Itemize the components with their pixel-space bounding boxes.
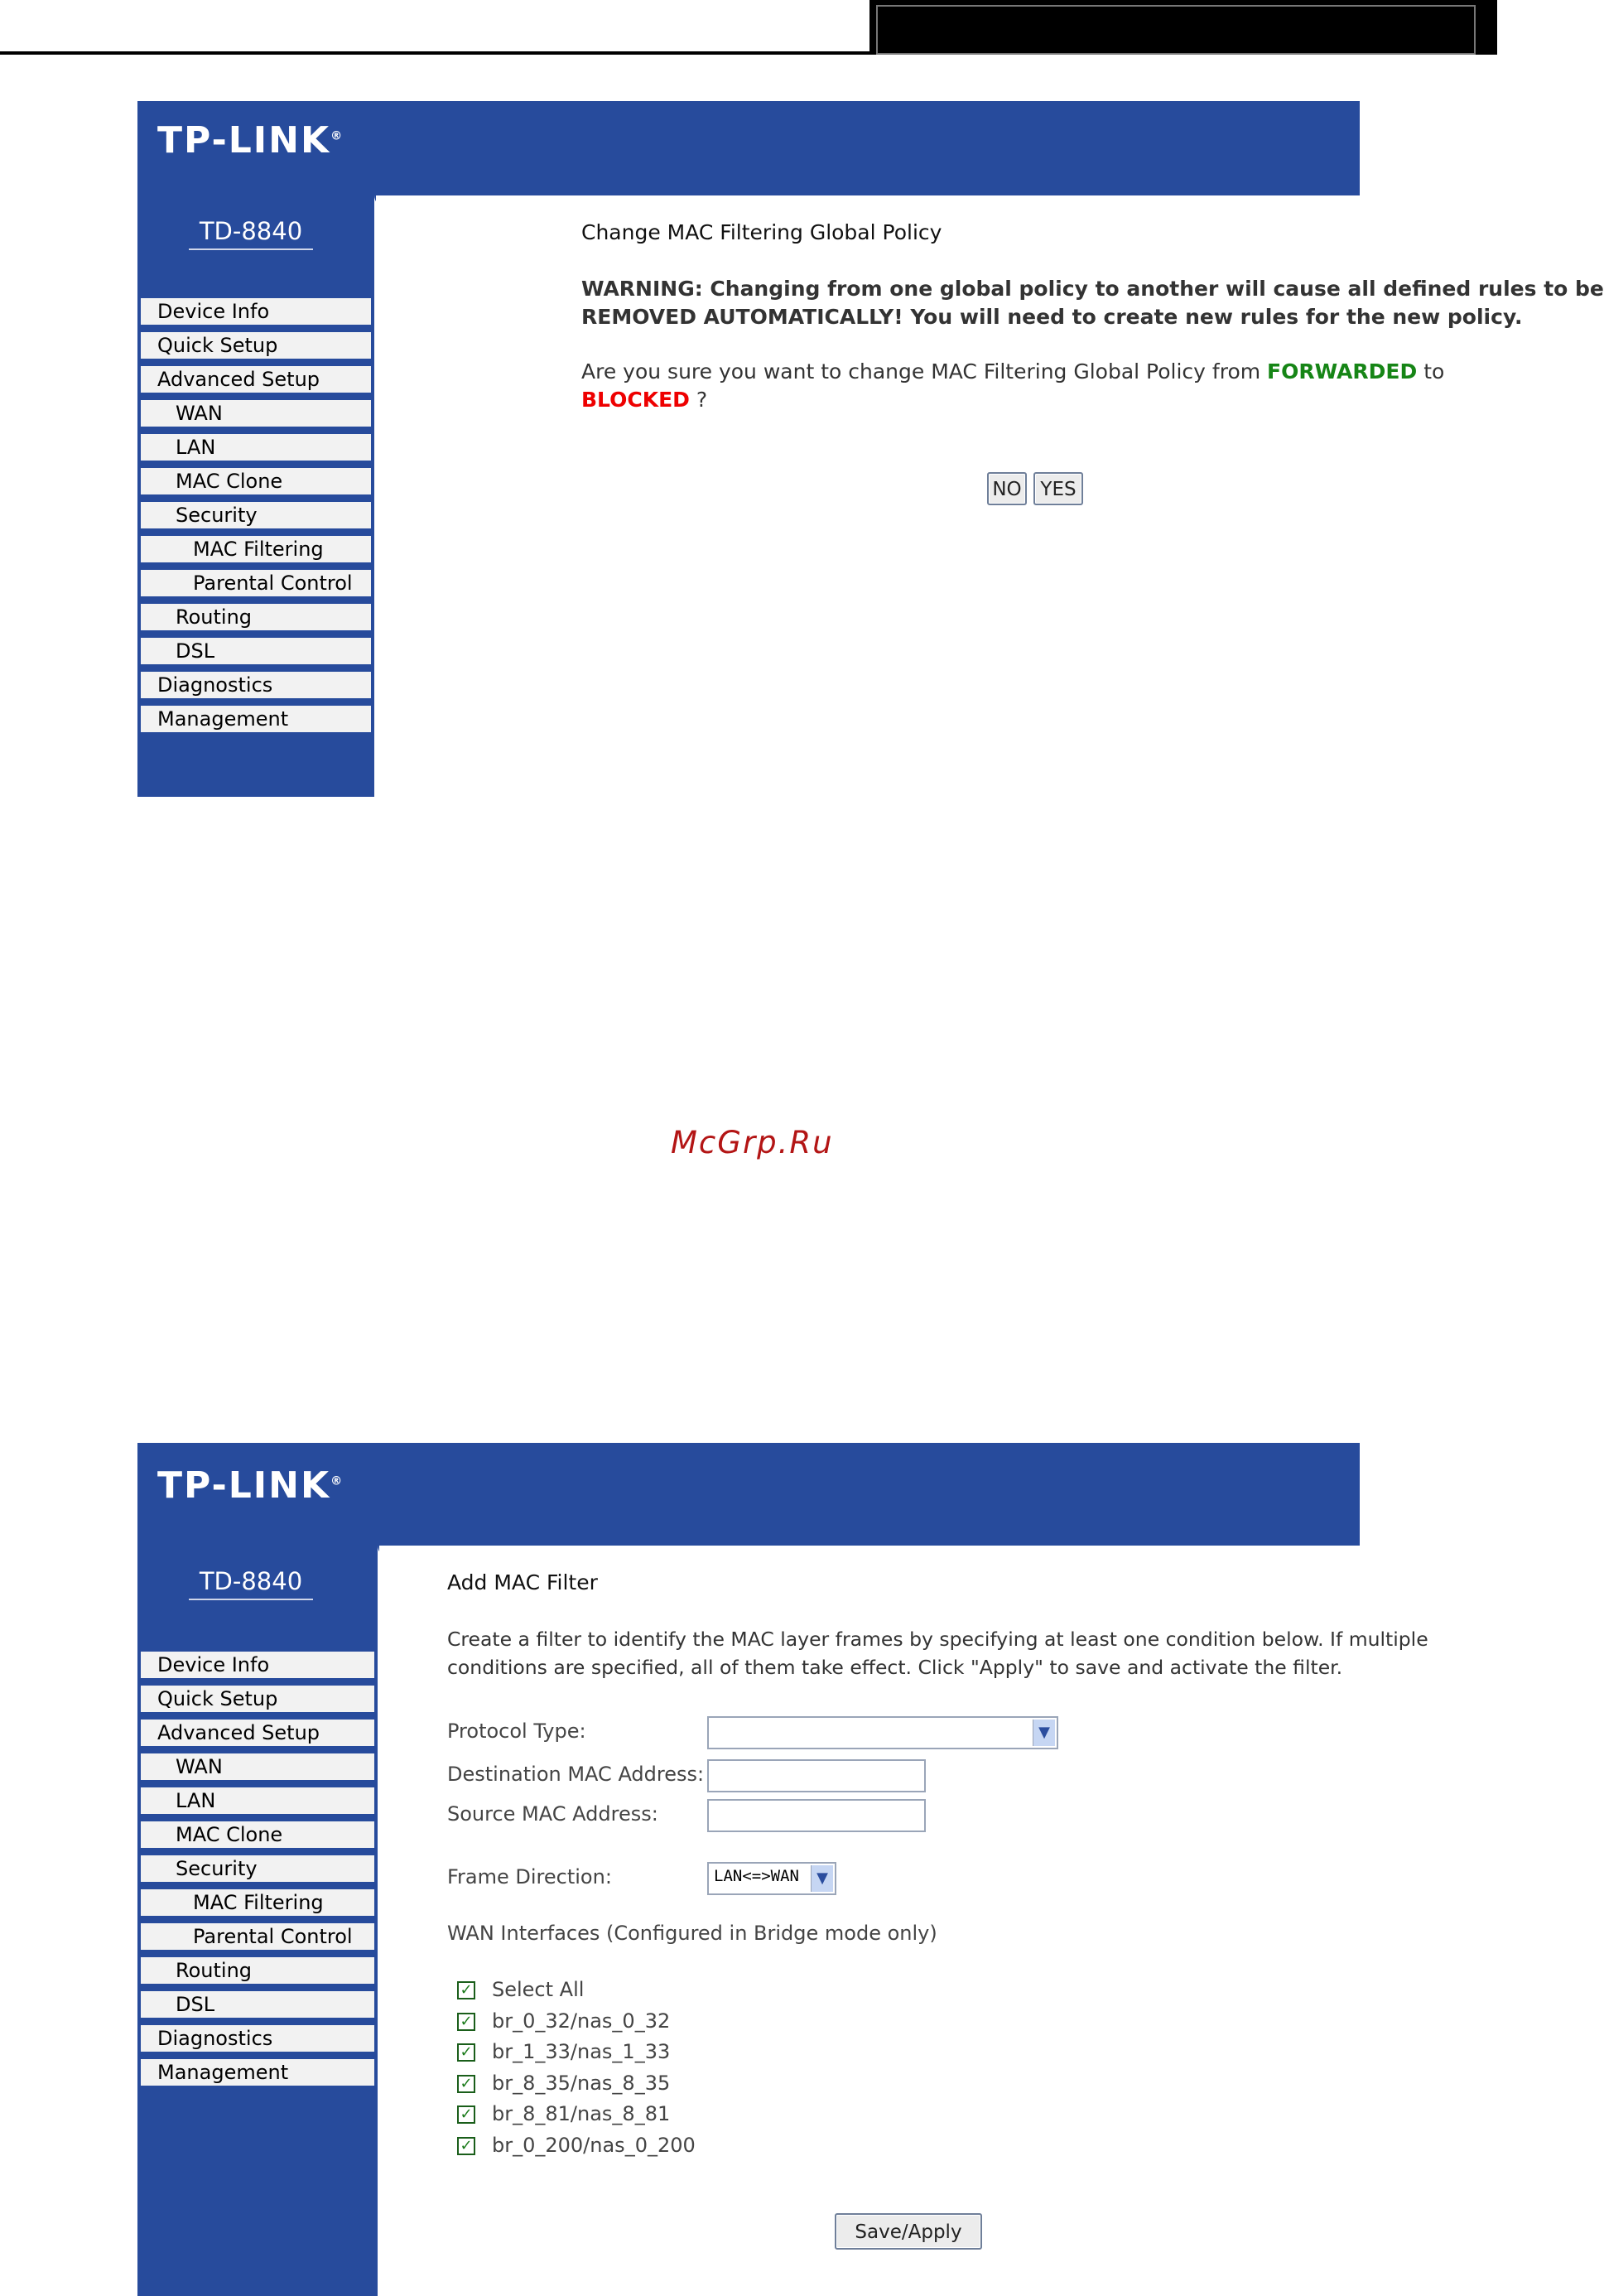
wan-interface-checkbox[interactable]: ✓ — [457, 2137, 475, 2155]
sidebar-item-lan[interactable]: LAN — [141, 434, 371, 461]
sidebar-item-mac-filtering[interactable]: MAC Filtering — [141, 536, 371, 562]
watermark: McGrp.Ru — [671, 1125, 834, 1160]
checkbox-label: br_1_33/nas_1_33 — [492, 2040, 671, 2063]
model-box — [137, 195, 374, 295]
sidebar-item-diagnostics[interactable]: Diagnostics — [141, 2025, 374, 2052]
tp-link-logo: TP-LINK® — [157, 1464, 344, 1507]
sidebar-item-parental-control[interactable]: Parental Control — [141, 1923, 374, 1950]
destination-mac-input[interactable] — [707, 1759, 926, 1792]
sidebar-item-quick-setup[interactable]: Quick Setup — [141, 332, 371, 359]
checkbox-label: Select All — [492, 1978, 585, 2001]
yes-button[interactable]: YES — [1033, 472, 1083, 505]
destination-mac-label: Destination MAC Address: — [447, 1763, 705, 1786]
sidebar-item-dsl[interactable]: DSL — [141, 638, 371, 664]
model-label: TD-8840 — [189, 1567, 313, 1600]
model-label: TD-8840 — [189, 217, 313, 250]
no-button[interactable]: NO — [987, 472, 1027, 505]
question-to: to — [1417, 359, 1445, 383]
checkbox-label: br_8_35/nas_8_35 — [492, 2071, 671, 2095]
content-panel — [376, 195, 1604, 797]
chevron-down-icon[interactable]: ▼ — [811, 1865, 833, 1892]
wan-interface-checkbox[interactable]: ✓ — [457, 2043, 475, 2062]
sidebar — [137, 195, 374, 797]
checkbox-label: br_0_32/nas_0_32 — [492, 2009, 671, 2033]
sidebar-item-wan[interactable]: WAN — [141, 400, 371, 427]
sidebar-item-advanced-setup[interactable]: Advanced Setup — [141, 1720, 374, 1746]
description-line-1: Create a filter to identify the MAC layer frames by specifying at least one condition below. If multiple — [447, 1628, 1428, 1651]
nav-menu — [141, 298, 371, 740]
page-header-box-frame — [876, 5, 1476, 55]
sidebar-item-device-info[interactable]: Device Info — [141, 298, 371, 325]
sidebar-item-routing[interactable]: Routing — [141, 604, 371, 630]
question-text: Are you sure you want to change MAC Filtering Global Policy from — [581, 359, 1268, 383]
checkbox-label: br_8_81/nas_8_81 — [492, 2102, 671, 2125]
banner — [137, 101, 1360, 195]
warning-line-2: REMOVED AUTOMATICALLY! You will need to create new rules for the new policy. — [581, 305, 1523, 329]
protocol-type-select[interactable] — [707, 1716, 1058, 1749]
wan-interface-checkbox[interactable]: ✓ — [457, 2013, 475, 2031]
model-box — [137, 1546, 374, 1645]
source-mac-input[interactable] — [707, 1799, 926, 1832]
sidebar-item-management[interactable]: Management — [141, 2059, 374, 2086]
page-title: Add MAC Filter — [447, 1570, 598, 1594]
sidebar-item-mac-clone[interactable]: MAC Clone — [141, 468, 371, 494]
sidebar-item-advanced-setup[interactable]: Advanced Setup — [141, 366, 371, 393]
description-line-2: conditions are specified, all of them take effect. Click "Apply" to save and activate the filter. — [447, 1656, 1343, 1679]
page-title: Change MAC Filtering Global Policy — [581, 220, 942, 244]
frame-direction-value: LAN<=>WAN — [714, 1867, 799, 1885]
sidebar-item-quick-setup[interactable]: Quick Setup — [141, 1686, 374, 1712]
sidebar-item-security[interactable]: Security — [141, 1855, 374, 1882]
confirm-question — [581, 358, 1444, 386]
tp-link-logo: TP-LINK® — [157, 119, 344, 162]
save-apply-button[interactable]: Save/Apply — [835, 2213, 982, 2250]
banner — [137, 1443, 1360, 1546]
to-policy: BLOCKED — [581, 388, 690, 412]
sidebar — [137, 1546, 378, 2296]
content-panel — [379, 1546, 1428, 2296]
sidebar-item-management[interactable]: Management — [141, 706, 371, 732]
wan-interface-list — [457, 1978, 871, 2168]
nav-menu — [141, 1652, 374, 2093]
sidebar-item-wan[interactable]: WAN — [141, 1753, 374, 1780]
sidebar-item-mac-filtering[interactable]: MAC Filtering — [141, 1889, 374, 1916]
sidebar-item-lan[interactable]: LAN — [141, 1787, 374, 1814]
screenshot-change-policy — [137, 101, 1604, 797]
sidebar-item-parental-control[interactable]: Parental Control — [141, 570, 371, 596]
wan-interfaces-label: WAN Interfaces (Configured in Bridge mode only) — [447, 1922, 937, 1945]
screenshot-add-mac-filter — [137, 1443, 1428, 2296]
sidebar-item-mac-clone[interactable]: MAC Clone — [141, 1821, 374, 1848]
select-all-checkbox[interactable]: ✓ — [457, 1981, 475, 1999]
source-mac-label: Source MAC Address: — [447, 1802, 658, 1826]
page-header-rule — [0, 51, 869, 55]
sidebar-item-routing[interactable]: Routing — [141, 1957, 374, 1984]
protocol-type-label: Protocol Type: — [447, 1720, 586, 1743]
frame-direction-label: Frame Direction: — [447, 1865, 612, 1888]
wan-interface-checkbox[interactable]: ✓ — [457, 2105, 475, 2124]
frame-direction-select[interactable] — [707, 1862, 836, 1895]
sidebar-item-diagnostics[interactable]: Diagnostics — [141, 672, 371, 698]
checkbox-label: br_0_200/nas_0_200 — [492, 2133, 696, 2157]
sidebar-item-dsl[interactable]: DSL — [141, 1991, 374, 2018]
warning-line-1: WARNING: Changing from one global policy to another will cause all defined rules to be — [581, 277, 1604, 301]
from-policy: FORWARDED — [1267, 359, 1418, 383]
chevron-down-icon[interactable]: ▼ — [1033, 1720, 1055, 1746]
sidebar-item-security[interactable]: Security — [141, 502, 371, 528]
confirm-question-line2 — [581, 386, 707, 414]
sidebar-item-device-info[interactable]: Device Info — [141, 1652, 374, 1678]
wan-interface-checkbox[interactable]: ✓ — [457, 2075, 475, 2093]
question-suffix: ? — [689, 388, 708, 412]
